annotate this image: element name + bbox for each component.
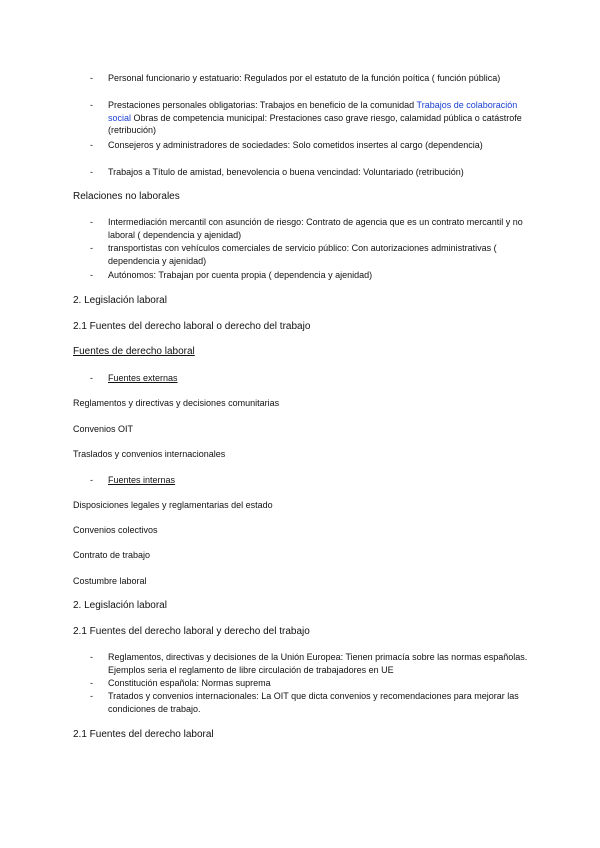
list-item [90, 166, 540, 179]
list-item-text [90, 99, 540, 137]
list-item-text: Personal funcionario y estatuario: Regulados por el estatuto de la función poítica ( función pública) [108, 73, 501, 83]
colaboracion-social-link[interactable]: Trabajos de colaboración social [108, 100, 518, 123]
section-heading: 2. Legislación laboral [73, 295, 167, 306]
text-after-link: Obras de competencia municipal: Prestaciones caso grave riesgo, calamidad pública o catástrofe (retribución) [108, 112, 522, 135]
list-item [90, 677, 540, 690]
list-item-text: Trabajos a Título de amistad, benevolencia o buena vencindad: Voluntariado (retribución) [108, 167, 464, 177]
bullet-dash: - [90, 100, 93, 110]
paragraph: Reglamentos y directivas y decisiones comunitarias [73, 398, 280, 408]
bullet-dash: - [90, 167, 93, 177]
bullet-dash: - [90, 140, 93, 150]
list-item-text: Reglamentos, directivas y decisiones de la Unión Europea: Tienen primacía sobre las normas españolas. Ejemplos seria el reglamento de libre circulación de trabajadores en UE [108, 652, 528, 675]
bullet-dash: - [90, 373, 93, 383]
list-item-text: Intermediación mercantil con asunción de riesgo: Contrato de agencia que es un contrato mercantil y no laboral ( dependencia y ajenidad) [108, 217, 523, 240]
list-item [90, 242, 540, 267]
paragraph: Convenios OIT [73, 424, 134, 434]
subsection-heading: 2.1 Fuentes del derecho laboral y derecho del trabajo [73, 626, 310, 637]
relaciones-heading: Relaciones no laborales [73, 191, 180, 202]
paragraph: Convenios colectivos [73, 525, 158, 535]
list-item-text: Autónomos: Trabajan por cuenta propia ( dependencia y ajenidad) [108, 270, 373, 280]
subsection-heading: 2.1 Fuentes del derecho laboral [73, 729, 214, 740]
list-item [90, 99, 540, 137]
list-item [90, 72, 540, 85]
list-item-text: Constitución española: Normas suprema [108, 678, 271, 688]
bullet-dash: - [90, 475, 93, 485]
subsection-heading: 2.1 Fuentes del derecho laboral o derecho del trabajo [73, 321, 311, 332]
list-item [90, 372, 540, 385]
list-item [90, 690, 540, 715]
paragraph: Disposiciones legales y reglamentarias del estado [73, 500, 273, 510]
bullet-dash: - [90, 217, 93, 227]
fuentes-internas-label: Fuentes internas [108, 475, 176, 485]
paragraph: Traslados y convenios internacionales [73, 449, 226, 459]
section-heading: 2. Legislación laboral [73, 600, 167, 611]
list-item-text: transportistas con vehículos comerciales de servicio público: Con autorizaciones administrativas ( dependencia y ajenidad) [108, 243, 497, 266]
list-item [90, 216, 540, 241]
list-item-text: Tratados y convenios internacionales: La OIT que dicta convenios y recomendaciones para mejorar las condiciones de trabajo. [108, 691, 519, 714]
bullet-dash: - [90, 243, 93, 253]
fuentes-externas-label: Fuentes externas [108, 373, 178, 383]
bullet-dash: - [90, 652, 93, 662]
list-item [90, 474, 540, 487]
paragraph: Contrato de trabajo [73, 550, 151, 560]
list-item-text: Consejeros y administradores de sociedades: Solo cometidos insertes al cargo (dependencia) [108, 140, 483, 150]
paragraph: Costumbre laboral [73, 576, 147, 586]
bullet-dash: - [90, 73, 93, 83]
bullet-dash: - [90, 270, 93, 280]
list-item [90, 139, 540, 152]
bullet-dash: - [90, 678, 93, 688]
list-item [90, 269, 540, 282]
list-item [90, 651, 540, 676]
fuentes-title: Fuentes de derecho laboral [73, 346, 195, 357]
text-before-link: Prestaciones personales obligatorias: Trabajos en beneficio de la comunidad [108, 100, 417, 110]
bullet-dash: - [90, 691, 93, 701]
